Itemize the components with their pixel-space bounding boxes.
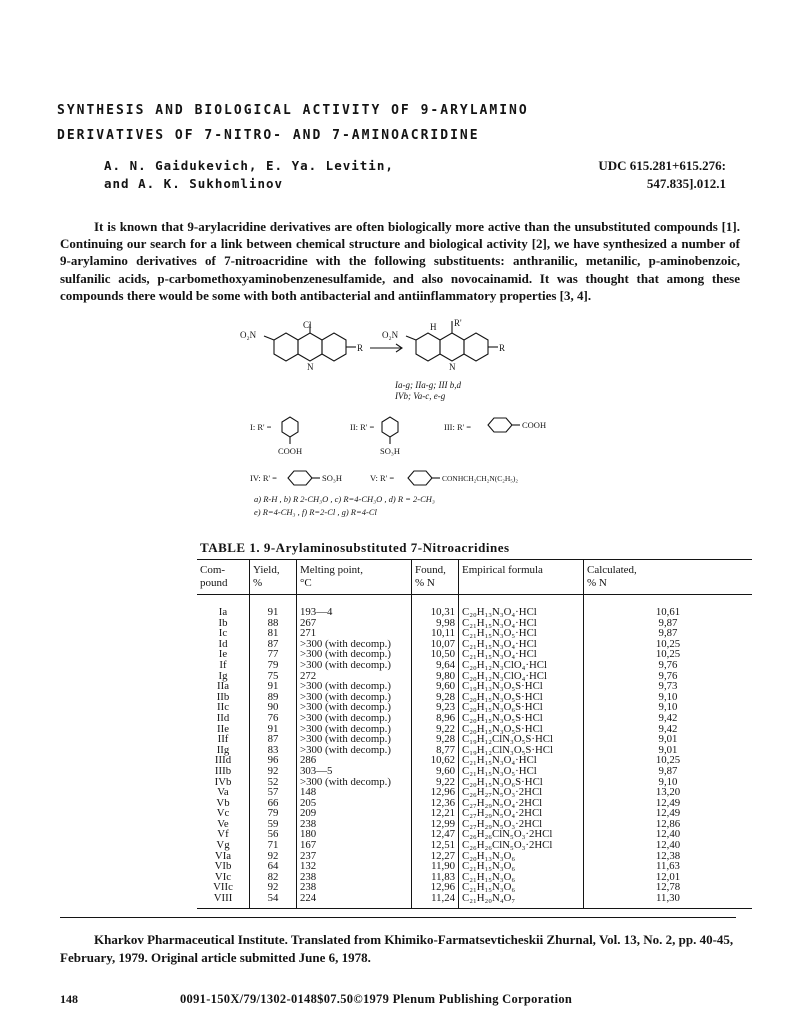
cell-yield: 89 [250, 692, 297, 703]
cell-formula: C₂₁H₁₅N₃O₄·HCl [459, 755, 584, 766]
udc-line-2: 547.835].012.1 [646, 176, 726, 191]
cell-compound: Ve [217, 817, 229, 830]
cell-formula: C₂₁H₁₅N₃O₆ [459, 882, 584, 893]
cell-yield: 79 [250, 660, 297, 671]
cell-melting-point: 271 [297, 628, 412, 639]
cell-yield: 91 [250, 681, 297, 692]
cell-found: 10,31 [412, 595, 459, 618]
cell-yield: 92 [250, 882, 297, 893]
cell-formula: C₂₀H₁₅N₃O₆S·HCl [459, 702, 584, 713]
cell-yield: 92 [250, 766, 297, 777]
cell-compound: VIa [214, 849, 232, 862]
scheme-r-line-1: a) R-H , b) R 2-CH₃O , c) R=4-CH₃O , d) R = 2-CH₃ [254, 494, 435, 504]
cell-found: 10,62 [412, 755, 459, 766]
cell-formula: C₂₀H₁₅N₃O₅S·HCl [459, 724, 584, 735]
cell-melting-point: 267 [297, 618, 412, 629]
cell-found: 12,47 [412, 829, 459, 840]
cell-found: 12,99 [412, 819, 459, 830]
cell-yield: 71 [250, 840, 297, 851]
cell-melting-point: >300 (with decomp.) [297, 639, 412, 650]
cell-formula: C₂₁H₁₅N₃O₅·HCl [459, 628, 584, 639]
cell-melting-point: 148 [297, 787, 412, 798]
scheme-o2n-right: O₂N [382, 330, 399, 340]
cell-calculated: 10,61 [584, 595, 753, 618]
title-line-2: DERIVATIVES OF 7-NITRO- AND 7-AMINOACRIDINE [57, 128, 480, 143]
cell-compound: Vc [216, 807, 230, 820]
cell-formula: C₂₀H₁₅N₃O₅S·HCl [459, 692, 584, 703]
cell-melting-point: >300 (with decomp.) [297, 745, 412, 756]
cell-melting-point: >300 (with decomp.) [297, 777, 412, 788]
abstract [60, 218, 740, 304]
cell-formula: C₁₉H₁₂ClN₃O₅S·HCl [459, 734, 584, 745]
cell-formula: C₂₀H₁₃N₃O₄·HCl [459, 595, 584, 618]
cell-calculated: 12,49 [584, 798, 753, 809]
abstract-text: It is known that 9-arylacridine derivatives are often biologically more active than the unsubstituted compounds [1]. Continuing our search for a link between chemical structure and biological activity [2], we have synthesized a number of 9-arylamino derivatives of 7-nitroacridine with the following substituents: anthranilic, metanilic, p-aminobenzoic, sulfanilic acids, p-carbomethoxyaminobenzenesulfamide, and also novocainamid. It was thought that among these compounds there would be some with both antibacterial and antiinflammatory properties [3, 4]. [60, 219, 740, 303]
cell-melting-point: 209 [297, 808, 412, 819]
cell-compound: Vf [217, 828, 229, 841]
sub-IV-group: SO₃H [322, 473, 342, 483]
cell-compound: Vg [216, 839, 230, 852]
cell-found: 11,24 [412, 893, 459, 908]
cell-calculated: 9,42 [584, 724, 753, 735]
cell-yield: 96 [250, 755, 297, 766]
cell-formula: C₂₁H₁₅N₃O₄·HCl [459, 639, 584, 650]
cell-yield: 83 [250, 745, 297, 756]
cell-compound: IIc [217, 701, 229, 714]
header-calculated: Calculated, % N [584, 560, 753, 595]
scheme-n-right: N [449, 362, 456, 372]
footnote-rule [60, 917, 736, 918]
header-compound: Com- pound [197, 560, 250, 595]
scheme-h: H [430, 322, 437, 332]
cell-formula: C₂₀H₁₅N₃O₆S·HCl [459, 777, 584, 788]
cell-yield: 88 [250, 618, 297, 629]
cell-melting-point: >300 (with decomp.) [297, 702, 412, 713]
cell-melting-point: >300 (with decomp.) [297, 713, 412, 724]
cell-found: 12,36 [412, 798, 459, 809]
cell-compound: IIId [214, 754, 232, 767]
cell-yield: 92 [250, 851, 297, 862]
cell-compound: VIIc [213, 881, 233, 894]
cell-compound: IIa [217, 680, 229, 693]
cell-calculated: 12,38 [584, 851, 753, 862]
cell-compound: Ib [218, 616, 228, 629]
cell-formula: C₂₁H₁₅N₃O₆ [459, 872, 584, 883]
cell-found: 9,98 [412, 618, 459, 629]
cell-melting-point: >300 (with decomp.) [297, 681, 412, 692]
cell-compound: IIb [216, 690, 230, 703]
cell-found: 9,28 [412, 692, 459, 703]
cell-melting-point: 205 [297, 798, 412, 809]
cell-compound: Vb [216, 796, 230, 809]
cell-compound: IVb [214, 775, 232, 788]
cell-yield: 81 [250, 628, 297, 639]
authors-line-1: A. N. Gaidukevich, E. Ya. Levitin, [104, 158, 394, 173]
cell-yield: 57 [250, 787, 297, 798]
udc-code [526, 157, 726, 193]
cell-compound: Ie [218, 648, 228, 661]
cell-calculated: 12,86 [584, 819, 753, 830]
cell-calculated: 9,10 [584, 702, 753, 713]
header-melting-point: Melting point, °C [297, 560, 412, 595]
cell-calculated: 12,49 [584, 808, 753, 819]
cell-formula: C₂₇H₂₉N₅O₃·2HCl [459, 819, 584, 830]
sub-I-group: COOH [278, 446, 303, 456]
copyright-line: 0091-150X/79/1302-0148$07.50©1979 Plenum Publishing Corporation [180, 992, 573, 1006]
cell-found: 9,60 [412, 766, 459, 777]
cell-yield: 91 [250, 724, 297, 735]
footnote-text: Kharkov Pharmaceutical Institute. Translated from Khimiko-Farmatsevticheskii Zhurnal, Vol. 13, No. 2, pp. 40-45, February, 1979. Original article submitted June 6, 1978. [60, 932, 734, 965]
cell-yield: 52 [250, 777, 297, 788]
sub-IV-label: IV: R' = [250, 473, 277, 483]
cell-yield: 66 [250, 798, 297, 809]
header-empirical-formula: Empirical formula [459, 560, 584, 595]
cell-calculated: 9,73 [584, 681, 753, 692]
scheme-r-right: R [499, 343, 506, 353]
cell-formula: C₁₉H₁₂ClN₃O₅S·HCl [459, 745, 584, 756]
table-row [197, 660, 752, 671]
cell-yield: 75 [250, 671, 297, 682]
cell-found: 11,83 [412, 872, 459, 883]
cell-melting-point: >300 (with decomp.) [297, 734, 412, 745]
table-row [197, 713, 752, 724]
cell-calculated: 9,01 [584, 745, 753, 756]
cell-found: 10,11 [412, 628, 459, 639]
cell-melting-point: 303—5 [297, 766, 412, 777]
cell-calculated: 9,10 [584, 777, 753, 788]
cell-yield: 82 [250, 872, 297, 883]
cell-calculated: 12,40 [584, 840, 753, 851]
cell-calculated: 12,78 [584, 882, 753, 893]
cell-formula: C₁₉H₁₃N₃O₅S·HCl [459, 681, 584, 692]
cell-formula: C₂₀H₁₂N₃ClO₄·HCl [459, 671, 584, 682]
cell-yield: 77 [250, 649, 297, 660]
reaction-scheme [240, 318, 570, 528]
cell-found: 10,07 [412, 639, 459, 650]
cell-compound: VIb [214, 860, 232, 873]
cell-calculated: 9,76 [584, 660, 753, 671]
sub-II-group: SO₃H [380, 446, 400, 456]
cell-found: 9,22 [412, 777, 459, 788]
scheme-drawing [240, 318, 570, 528]
sub-III-label: III: R' = [444, 422, 472, 432]
cell-compound: IIe [217, 722, 229, 735]
cell-compound: VIc [214, 870, 232, 883]
cell-formula: C₂₁H₁₅N₃O₅·HCl [459, 766, 584, 777]
cell-found: 12,21 [412, 808, 459, 819]
cell-calculated: 9,01 [584, 734, 753, 745]
table-row [197, 893, 752, 908]
cell-compound: Ig [218, 669, 228, 682]
cell-melting-point: >300 (with decomp.) [297, 692, 412, 703]
table-row [197, 595, 752, 618]
cell-compound: If [219, 658, 227, 671]
table-header-row [197, 560, 752, 595]
cell-yield: 79 [250, 808, 297, 819]
cell-compound: Id [218, 637, 228, 650]
cell-found: 9,28 [412, 734, 459, 745]
sub-V-group: CONHCH₂CH₂N(C₂H₅)₂ [442, 474, 518, 483]
authors-line-2: and A. K. Sukhomlinov [104, 176, 284, 191]
cell-formula: C₂₆H₂₆ClN₅O₃·2HCl [459, 840, 584, 851]
cell-melting-point: 237 [297, 851, 412, 862]
cell-calculated: 9,87 [584, 618, 753, 629]
cell-compound: IIIb [214, 764, 232, 777]
cell-formula: C₂₁H₂₀N₄O₇ [459, 893, 584, 908]
cell-found: 9,60 [412, 681, 459, 692]
scheme-r-line-2: e) R=4-CH₃ , f) R=2-Cl , g) R=4-Cl [254, 507, 377, 517]
cell-melting-point: 167 [297, 840, 412, 851]
cell-melting-point: >300 (with decomp.) [297, 649, 412, 660]
cell-melting-point: 238 [297, 819, 412, 830]
cell-formula: C₂₆H₂₇N₅O₃·2HCl [459, 787, 584, 798]
cell-compound: Ia [218, 606, 228, 618]
cell-formula: C₂₀H₁₂N₃ClO₄·HCl [459, 660, 584, 671]
sub-V-label: V: R' = [370, 473, 395, 483]
cell-yield: 87 [250, 639, 297, 650]
cell-formula: C₂₁H₁₅N₃O₄·HCl [459, 618, 584, 629]
cell-melting-point: 224 [297, 893, 412, 908]
cell-yield: 59 [250, 819, 297, 830]
page-number: 148 [60, 992, 78, 1006]
cell-calculated: 9,42 [584, 713, 753, 724]
cell-yield: 76 [250, 713, 297, 724]
cell-calculated: 10,25 [584, 755, 753, 766]
cell-found: 9,22 [412, 724, 459, 735]
scheme-rprime: R' [454, 318, 462, 328]
cell-calculated: 12,01 [584, 872, 753, 883]
cell-yield: 87 [250, 734, 297, 745]
scheme-n-left: N [307, 362, 314, 372]
header-yield: Yield, % [250, 560, 297, 595]
sub-II-label: II: R' = [350, 422, 375, 432]
cell-yield: 54 [250, 893, 297, 908]
cell-calculated: 10,25 [584, 649, 753, 660]
cell-compound: IIg [216, 743, 230, 756]
cell-calculated: 9,10 [584, 692, 753, 703]
cell-found: 9,80 [412, 671, 459, 682]
cell-calculated: 11,30 [584, 893, 753, 908]
udc-line-1: UDC 615.281+615.276: [598, 158, 726, 173]
scheme-o2n-left: O₂N [240, 330, 257, 340]
cell-melting-point: 132 [297, 861, 412, 872]
title-line-1: SYNTHESIS AND BIOLOGICAL ACTIVITY OF 9-ARYLAMINO [57, 103, 529, 118]
cell-compound: Ic [218, 627, 228, 640]
cell-found: 12,51 [412, 840, 459, 851]
scheme-series-1: Ia-g; IIa-g; III b,d [395, 380, 461, 390]
cell-melting-point: >300 (with decomp.) [297, 724, 412, 735]
cell-formula: C₂₀H₁₅N₃O₅S·HCl [459, 713, 584, 724]
sub-I-label: I: R' = [250, 422, 272, 432]
cell-found: 12,27 [412, 851, 459, 862]
cell-found: 9,23 [412, 702, 459, 713]
cell-found: 12,96 [412, 882, 459, 893]
cell-melting-point: 180 [297, 829, 412, 840]
data-table [197, 559, 752, 909]
table-caption: TABLE 1. 9-Arylaminosubstituted 7-Nitroacridines [200, 540, 510, 555]
cell-yield: 56 [250, 829, 297, 840]
cell-found: 9,64 [412, 660, 459, 671]
cell-calculated: 11,63 [584, 861, 753, 872]
cell-melting-point: >300 (with decomp.) [297, 660, 412, 671]
cell-found: 12,96 [412, 787, 459, 798]
cell-formula: C₂₀H₁₃N₃O₆ [459, 851, 584, 862]
cell-yield: 64 [250, 861, 297, 872]
cell-formula: C₂₇H₂₉N₅O₄·2HCl [459, 808, 584, 819]
cell-melting-point: 193—4 [297, 595, 412, 618]
cell-melting-point: 272 [297, 671, 412, 682]
cell-calculated: 9,76 [584, 671, 753, 682]
article-title [57, 98, 529, 148]
footnote [60, 931, 740, 967]
cell-formula: C₂₇H₂₉N₅O₄·2HCl [459, 798, 584, 809]
cell-calculated: 13,20 [584, 787, 753, 798]
cell-calculated: 10,25 [584, 639, 753, 650]
cell-formula: C₂₁H₁₅N₃O₄·HCl [459, 649, 584, 660]
cell-compound: Va [217, 786, 229, 799]
cell-melting-point: 238 [297, 882, 412, 893]
cell-found: 8,96 [412, 713, 459, 724]
cell-yield: 91 [250, 595, 297, 618]
cell-compound: VIII [197, 893, 250, 908]
cell-compound: IIf [217, 733, 229, 746]
cell-found: 8,77 [412, 745, 459, 756]
cell-melting-point: 286 [297, 755, 412, 766]
cell-found: 11,90 [412, 861, 459, 872]
cell-compound: IId [216, 711, 230, 724]
cell-found: 10,50 [412, 649, 459, 660]
scheme-cl: Cl [303, 320, 312, 330]
cell-formula: C₂₁H₁₅N₃O₆ [459, 861, 584, 872]
scheme-series-2: IVb; Va-c, e-g [395, 391, 446, 401]
header-found: Found, % N [412, 560, 459, 595]
cell-yield: 90 [250, 702, 297, 713]
sub-III-group: COOH [522, 420, 547, 430]
cell-calculated: 9,87 [584, 628, 753, 639]
scheme-r-left: R [357, 343, 364, 353]
cell-formula: C₂₆H₂₆ClN₅O₃·2HCl [459, 829, 584, 840]
cell-calculated: 12,40 [584, 829, 753, 840]
cell-melting-point: 238 [297, 872, 412, 883]
table-row [197, 766, 752, 777]
authors [104, 157, 394, 193]
cell-calculated: 9,87 [584, 766, 753, 777]
